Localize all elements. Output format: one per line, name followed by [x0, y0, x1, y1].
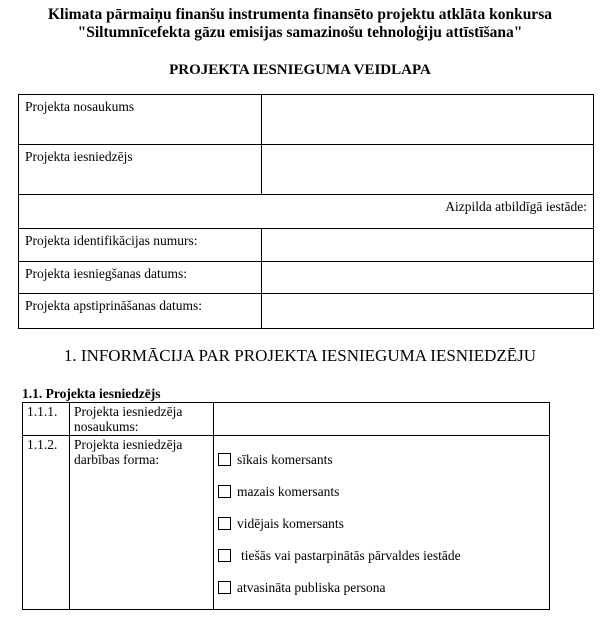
- option-derived-public-person[interactable]: [218, 576, 545, 598]
- project-submitter-field[interactable]: [262, 145, 594, 195]
- checkbox-icon[interactable]: [218, 517, 231, 530]
- activity-form-options: [214, 436, 550, 610]
- filled-by-label: Aizpilda atbildīgā iestāde:: [19, 195, 594, 229]
- label-line: Projekta iesniedzēja: [74, 404, 183, 419]
- checkbox-icon[interactable]: [218, 549, 231, 562]
- section-heading: 1. INFORMĀCIJA PAR PROJEKTA IESNIEGUMA IESNIEDZĒJU: [63, 346, 537, 365]
- submitter-info-table: [22, 402, 550, 610]
- document-title-line2: "Siltumnīcefekta gāzu emisijas samazinošu tehnoloģiju attīstīšana": [77, 24, 523, 41]
- option-label: tiešās vai pastarpinātās pārvaldes iestāde: [241, 547, 461, 563]
- project-name-label: Projekta nosaukums: [19, 95, 262, 145]
- option-small-business[interactable]: [218, 448, 545, 470]
- project-form-table: [18, 94, 594, 329]
- activity-form-label: [70, 436, 214, 610]
- row-number: 1.1.2.: [23, 436, 70, 610]
- section-subheading: 1.1. Projekta iesniedzējs: [22, 386, 161, 401]
- option-public-administration[interactable]: [218, 544, 545, 566]
- option-label: vidējais komersants: [237, 515, 344, 531]
- label-line: Projekta iesniedzēja: [74, 437, 183, 452]
- option-micro-business[interactable]: [218, 480, 545, 502]
- option-medium-business[interactable]: [218, 512, 545, 534]
- submit-date-label: Projekta iesniegšanas datums:: [19, 262, 262, 294]
- submitter-name-field[interactable]: [214, 403, 550, 436]
- option-label: mazais komersants: [237, 483, 340, 499]
- id-number-field[interactable]: [262, 229, 594, 262]
- project-submitter-label: Projekta iesniedzējs: [19, 145, 262, 195]
- document-title-line1: Klimata pārmaiņu finanšu instrumenta finansēto projektu atklāta konkursa: [48, 6, 552, 23]
- label-line: darbības forma:: [74, 452, 160, 467]
- submit-date-field[interactable]: [262, 262, 594, 294]
- checkbox-icon[interactable]: [218, 581, 231, 594]
- option-label: atvasināta publiska persona: [237, 579, 386, 595]
- form-title: PROJEKTA IESNIEGUMA VEIDLAPA: [169, 62, 431, 78]
- id-number-label: Projekta identifikācijas numurs:: [19, 229, 262, 262]
- checkbox-icon[interactable]: [218, 485, 231, 498]
- approval-date-field[interactable]: [262, 294, 594, 329]
- submitter-name-label: [70, 403, 214, 436]
- checkbox-icon[interactable]: [218, 453, 231, 466]
- label-line: nosaukums:: [74, 419, 139, 434]
- approval-date-label: Projekta apstiprināšanas datums:: [19, 294, 262, 329]
- option-label: sīkais komersants: [237, 451, 333, 467]
- project-name-field[interactable]: [262, 95, 594, 145]
- row-number: 1.1.1.: [23, 403, 70, 436]
